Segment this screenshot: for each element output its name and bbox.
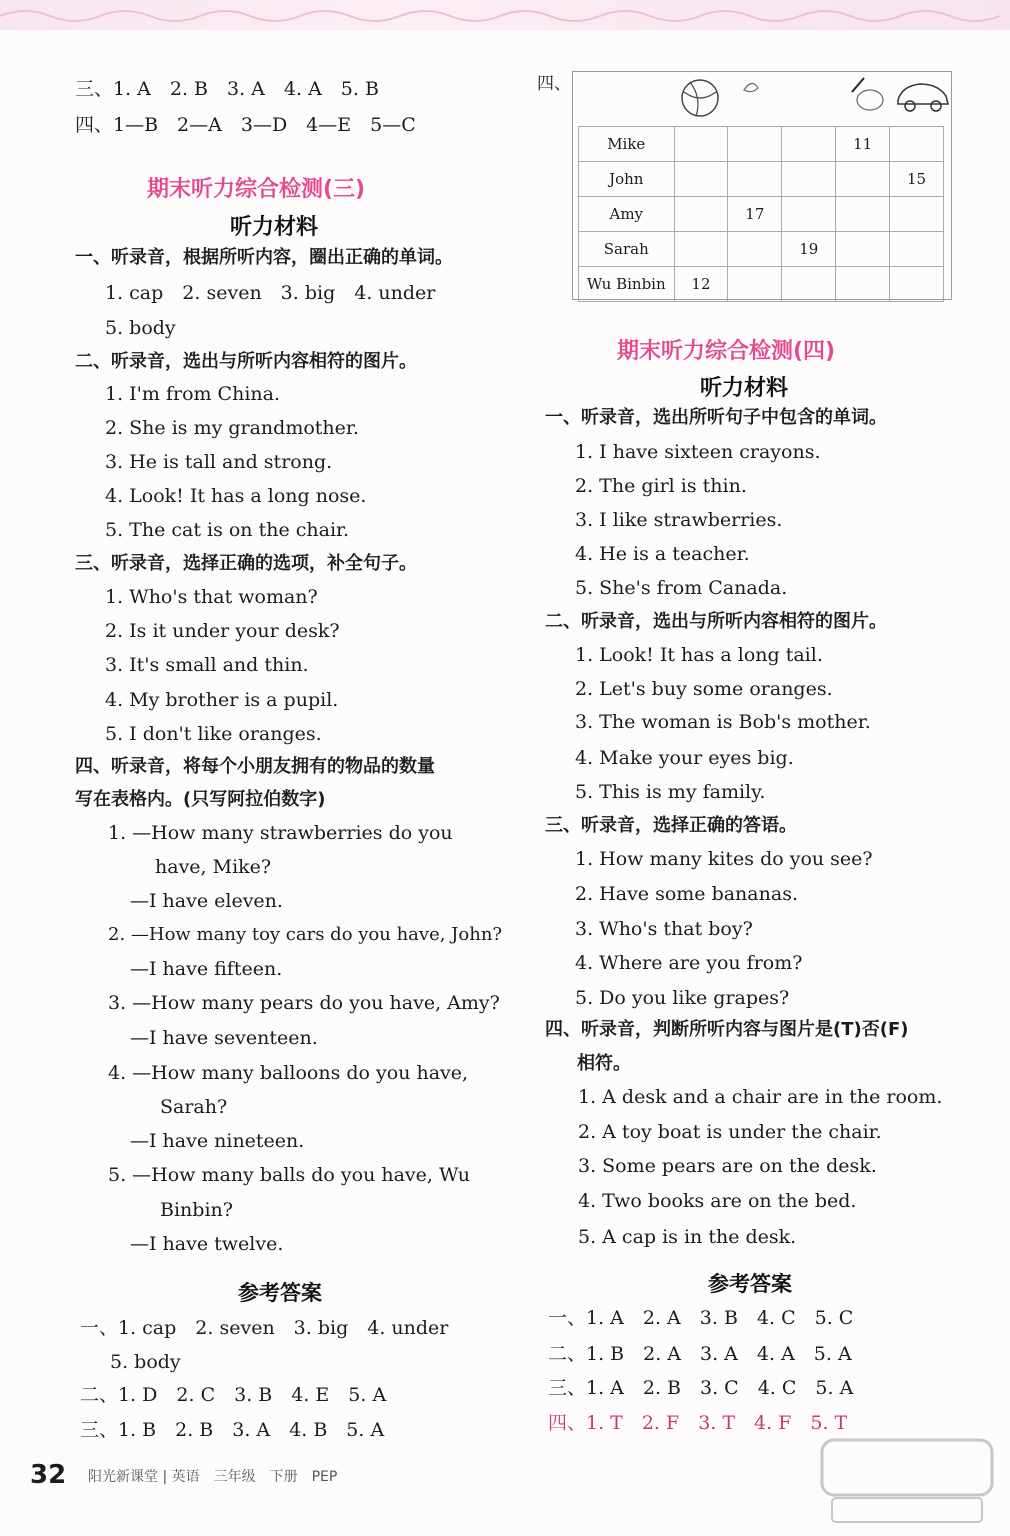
table-cell (836, 232, 890, 267)
list-item: 5. The cat is on the chair. (105, 519, 350, 541)
section-4-heading-2: 写在表格内。(只写阿拉伯数字) (75, 789, 326, 810)
list-item: 4. Two books are on the bed. (578, 1190, 857, 1212)
section-2-heading: 二、听录音，选出与所听内容相符的图片。 (75, 351, 417, 372)
dialogue-line: —I have nineteen. (130, 1130, 305, 1152)
section-4-heading-1: 四、听录音，将每个小朋友拥有的物品的数量 (75, 756, 435, 777)
section-1-line-1: 1. cap 2. seven 3. big 4. under (105, 282, 436, 304)
page-number: 32 (30, 1460, 67, 1490)
answer-line-1: 一、1. cap 2. seven 3. big 4. under (80, 1317, 449, 1339)
list-item: 1. I have sixteen crayons. (575, 441, 821, 463)
table-cell (728, 232, 782, 267)
section-1-heading: 一、听录音，根据所听内容，圈出正确的单词。 (75, 247, 453, 268)
table-cell (782, 127, 836, 162)
table-value-cell: 15 (890, 162, 944, 197)
prev-answer-4: 四、1—B 2—A 3—D 4—E 5—C (75, 114, 416, 136)
answer-line-4: 四、1. T 2. F 3. T 4. F 5. T (548, 1412, 848, 1434)
answer-line-2: 二、1. D 2. C 3. B 4. E 5. A (80, 1384, 387, 1406)
section-2-heading: 二、听录音，选出与所听内容相符的图片。 (545, 611, 887, 632)
list-item: 2. Let's buy some oranges. (575, 678, 833, 700)
answer-line-3: 三、1. B 2. B 3. A 4. B 5. A (80, 1419, 385, 1441)
list-item: 4. Where are you from? (575, 952, 803, 974)
test-title-4: 期末听力综合检测(四) (617, 339, 836, 364)
dialogue-line: have, Mike? (155, 856, 272, 878)
table-row (579, 267, 944, 302)
table-row (579, 197, 944, 232)
list-item: 5. Do you like grapes? (575, 987, 790, 1009)
section-1-line-2: 5. body (105, 317, 176, 339)
answer-line-2: 二、1. B 2. A 3. A 4. A 5. A (548, 1343, 852, 1365)
table-cell (890, 267, 944, 302)
table-cell (728, 162, 782, 197)
list-item: 4. My brother is a pupil. (105, 689, 339, 711)
table-cell (782, 197, 836, 232)
dialogue-line: Binbin? (160, 1199, 233, 1221)
table-name-cell: Wu Binbin (579, 267, 675, 302)
dialogue-line: 4. —How many balloons do you have, (108, 1062, 469, 1084)
list-item: 2. Have some bananas. (575, 883, 798, 905)
list-item: 5. She's from Canada. (575, 577, 788, 599)
table-cell (890, 232, 944, 267)
table-value-cell: 17 (728, 197, 782, 232)
material-title-3: 听力材料 (230, 215, 319, 240)
table-cell (728, 267, 782, 302)
list-item: 1. Who's that woman? (105, 586, 318, 608)
table-cell (674, 127, 728, 162)
list-item: 4. He is a teacher. (575, 543, 750, 565)
table-row (579, 162, 944, 197)
table-cell (674, 162, 728, 197)
table-value-cell: 19 (782, 232, 836, 267)
watermark-logo-icon (812, 1430, 1002, 1530)
dialogue-line: —I have fifteen. (130, 958, 283, 980)
list-item: 3. He is tall and strong. (105, 451, 333, 473)
list-item: 3. The woman is Bob's mother. (575, 711, 871, 733)
table-cell (890, 127, 944, 162)
table-value-cell: 11 (836, 127, 890, 162)
list-item: 5. This is my family. (575, 781, 766, 803)
dialogue-line: 2. —How many toy cars do you have, John? (108, 924, 503, 945)
dialogue-line: —I have seventeen. (130, 1027, 318, 1049)
answer-line-1: 一、1. A 2. A 3. B 4. C 5. C (548, 1307, 854, 1329)
section-3-heading: 三、听录音，选择正确的答语。 (545, 815, 797, 836)
table-cell (782, 267, 836, 302)
list-item: 5. A cap is in the desk. (578, 1226, 797, 1248)
list-item: 4. Look! It has a long nose. (105, 485, 367, 507)
section-4-heading-1: 四、听录音，判断所听内容与图片是(T)否(F) (545, 1019, 909, 1040)
book-info: 阳光新课堂 | 英语 三年级 下册 PEP (88, 1469, 338, 1485)
dialogue-line: Sarah? (160, 1096, 228, 1118)
table-cell (836, 267, 890, 302)
section-4-heading-2: 相符。 (577, 1053, 631, 1074)
quantity-table (578, 126, 944, 302)
list-item: 2. She is my grandmother. (105, 417, 359, 439)
list-item: 5. I don't like oranges. (105, 723, 322, 745)
table-row (579, 127, 944, 162)
list-item: 3. It's small and thin. (105, 654, 309, 676)
top-decor-band (0, 0, 1010, 30)
table-name-cell: John (579, 162, 675, 197)
list-item: 3. I like strawberries. (575, 509, 783, 531)
list-item: 2. Is it under your desk? (105, 620, 340, 642)
dialogue-line: 5. —How many balls do you have, Wu (108, 1164, 470, 1186)
section-1-heading: 一、听录音，选出所听句子中包含的单词。 (545, 407, 887, 428)
list-item: 1. How many kites do you see? (575, 848, 873, 870)
dialogue-line: —I have twelve. (130, 1233, 284, 1255)
list-item: 1. Look! It has a long tail. (575, 644, 823, 666)
wave-decor-icon (0, 4, 1010, 26)
list-item: 1. A desk and a chair are in the room. (578, 1086, 943, 1108)
list-item: 1. I'm from China. (105, 383, 281, 405)
dialogue-line: —I have eleven. (130, 890, 283, 912)
table-section-label: 四、 (537, 74, 571, 94)
answer-title-3: 参考答案 (238, 1281, 322, 1305)
test-title-3: 期末听力综合检测(三) (147, 177, 366, 202)
table-cell (836, 197, 890, 232)
list-item: 3. Who's that boy? (575, 918, 753, 940)
table-cell (674, 232, 728, 267)
list-item: 2. A toy boat is under the chair. (578, 1121, 882, 1143)
dialogue-line: 1. —How many strawberries do you (108, 822, 453, 844)
table-cell (782, 162, 836, 197)
answer-line-1b: 5. body (110, 1351, 181, 1373)
prev-answer-3: 三、1. A 2. B 3. A 4. A 5. B (75, 78, 379, 100)
answer-title-4: 参考答案 (708, 1272, 792, 1296)
table-name-cell: Sarah (579, 232, 675, 267)
dialogue-line: 3. —How many pears do you have, Amy? (108, 992, 500, 1014)
answer-line-3: 三、1. A 2. B 3. C 4. C 5. A (548, 1377, 854, 1399)
table-cell (890, 197, 944, 232)
material-title-4: 听力材料 (700, 376, 789, 401)
section-3-heading: 三、听录音，选择正确的选项，补全句子。 (75, 553, 417, 574)
table-name-cell: Mike (579, 127, 675, 162)
list-item: 4. Make your eyes big. (575, 747, 794, 769)
list-item: 3. Some pears are on the desk. (578, 1155, 877, 1177)
list-item: 2. The girl is thin. (575, 475, 747, 497)
table-cell (728, 127, 782, 162)
table-name-cell: Amy (579, 197, 675, 232)
table-cell (836, 162, 890, 197)
table-cell (674, 197, 728, 232)
table-value-cell: 12 (674, 267, 728, 302)
table-row (579, 232, 944, 267)
